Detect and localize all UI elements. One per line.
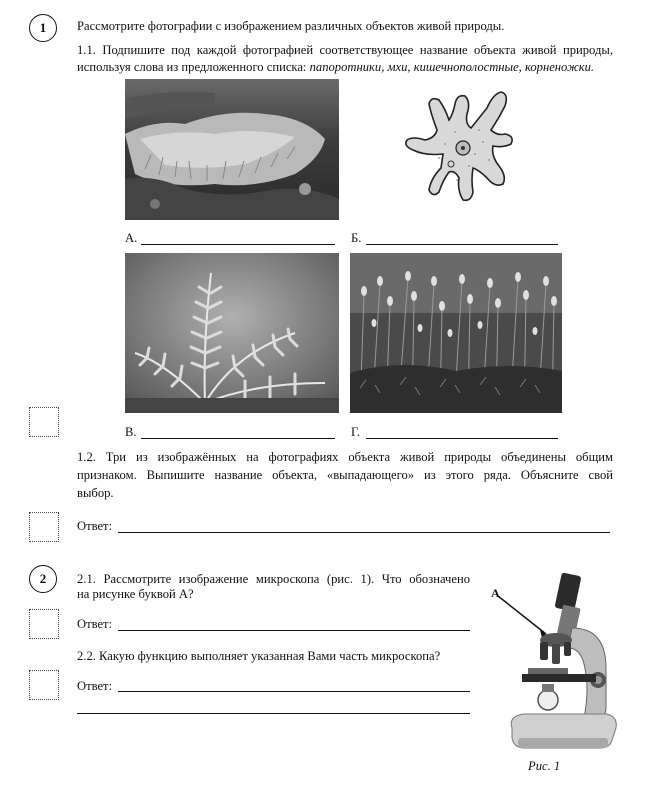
photo-answer-line-g[interactable] (366, 438, 558, 439)
answer-line-2-1[interactable] (118, 630, 470, 631)
score-box-2-2[interactable] (29, 670, 59, 700)
photo-fern (125, 253, 339, 413)
photo-answer-line-a[interactable] (141, 244, 335, 245)
answer-line-2-2b[interactable] (77, 713, 470, 714)
photo-amoeba (395, 84, 525, 214)
photo-label-a: А. (125, 231, 138, 245)
score-box-2-1[interactable] (29, 609, 59, 639)
figure-caption: Рис. 1 (528, 759, 561, 773)
task2-q2-1-line1: 2.1. Рассмотрите изображение микроскопа (рис. 1). Что обозначено (77, 572, 470, 586)
task1-q1-1-line1: 1.1. Подпишите под каждой фотографией соответствующее название объекта живой природы, (77, 43, 613, 57)
score-box-1-1[interactable] (29, 407, 59, 437)
task1-intro: Рассмотрите фотографии с изображением различных объектов живой природы. (77, 19, 505, 33)
task-number-1: 1 (29, 14, 57, 42)
photo-moss (350, 253, 562, 413)
photo-answer-line-v[interactable] (141, 438, 335, 439)
task1-word-list: папоротники, мхи, кишечнополостные, корненожки. (309, 60, 595, 74)
photo-coral (125, 79, 339, 220)
answer-label-2-1: Ответ: (77, 617, 113, 631)
microscope-figure (488, 568, 628, 758)
task1-q1-1-prefix: используя слова из предложенного списка: (77, 60, 307, 74)
task1-q1-2-line3: выбор. (77, 486, 114, 500)
answer-label-2-2: Ответ: (77, 679, 113, 693)
task-number-2: 2 (29, 565, 57, 593)
photo-label-v: В. (125, 425, 137, 439)
photo-answer-line-b[interactable] (366, 244, 558, 245)
task1-q1-1-line2 (77, 58, 617, 76)
answer-label-1-2: Ответ: (77, 519, 113, 533)
task1-q1-2-line2: признаком. Выпишите название объекта, «выпадающего» из этого ряда. Объясните свой (77, 468, 613, 482)
task2-q2-2: 2.2. Какую функцию выполняет указанная Вами часть микроскопа? (77, 649, 441, 663)
photo-label-g: Г. (351, 425, 361, 439)
answer-line-1-2[interactable] (118, 532, 610, 533)
task2-q2-1-line2: на рисунке буквой А? (77, 587, 194, 601)
answer-line-2-2a[interactable] (118, 691, 470, 692)
score-box-1-2[interactable] (29, 512, 59, 542)
task1-q1-2-line1: 1.2. Три из изображённых на фотографиях объекта живой природы объединены общим (77, 450, 613, 464)
figure-letter-a: А (491, 586, 500, 600)
photo-label-b: Б. (351, 231, 362, 245)
